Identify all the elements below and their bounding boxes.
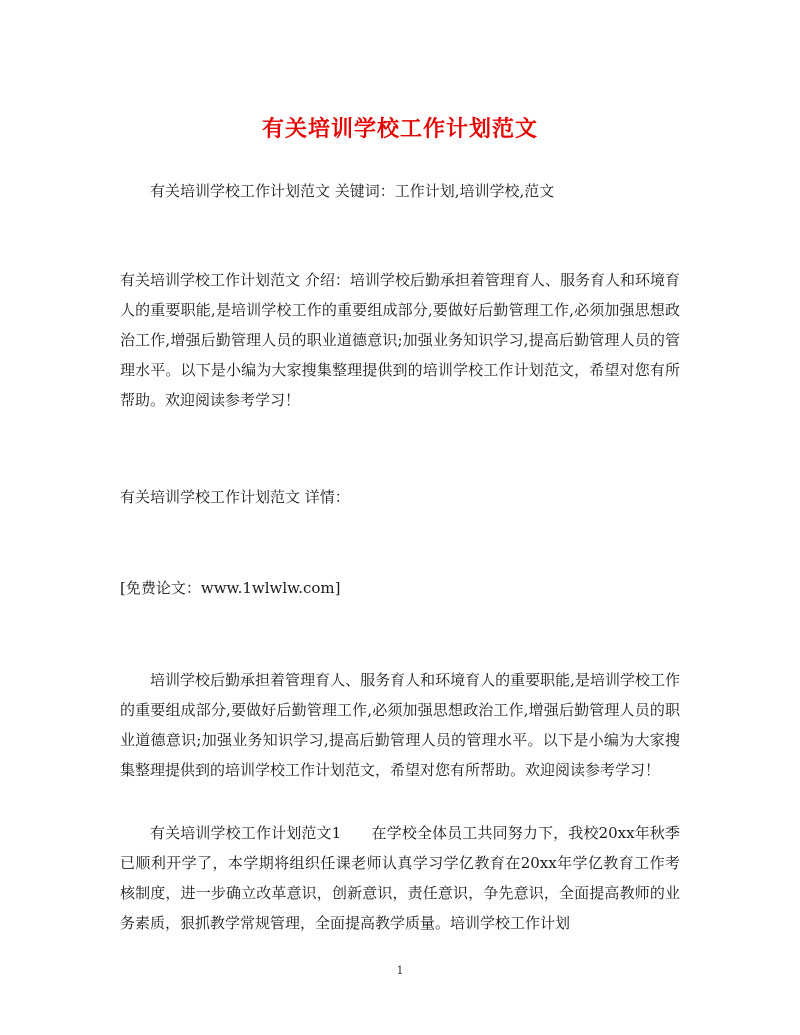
free-paper-line: [免费论文：www.1wlwlw.com] bbox=[120, 579, 341, 597]
body-paragraph-2: 有关培训学校工作计划范文1 在学校全体员工共同努力下，我校20xx年秋季已顺利开学了，本学期将组织任课老师认真学习学亿教育在20xx年学亿教育工作考核制度，进一步确立改革意识，创新意识，责任意识，争先意识，全面提高教师的业务素质，狠抓教学常规管理，全面提高教学质量。培训学校工作计划 bbox=[120, 824, 680, 932]
body-paragraph-1: 培训学校后勤承担着管理育人、服务育人和环境育人的重要职能,是培训学校工作的重要组成部分,要做好后勤管理工作,必须加强思想政治工作,增强后勤管理人员的职业道德意识;加强业务知识学习,提高后勤管理人员的管理水平。以下是小编为大家搜集整理提供到的培训学校工作计划范文，希望对您有所帮助。欢迎阅读参考学习！ bbox=[120, 671, 680, 779]
page-number: 1 bbox=[396, 964, 404, 977]
keywords-line: 有关培训学校工作计划范文 关键词：工作计划,培训学校,范文 bbox=[150, 182, 555, 200]
document-title: 有关培训学校工作计划范文 bbox=[261, 116, 538, 142]
intro-paragraph: 有关培训学校工作计划范文 介绍：培训学校后勤承担着管理育人、服务育人和环境育人的重要职能,是培训学校工作的重要组成部分,要做好后勤管理工作,必须加强思想政治工作,增强后勤管理人员的职业道德意识;加强业务知识学习,提高后勤管理人员的管理水平。以下是小编为大家搜集整理提供到的培训学校工作计划范文，希望对您有所帮助。欢迎阅读参考学习！ bbox=[120, 271, 680, 409]
details-line: 有关培训学校工作计划范文 详情： bbox=[120, 488, 350, 506]
